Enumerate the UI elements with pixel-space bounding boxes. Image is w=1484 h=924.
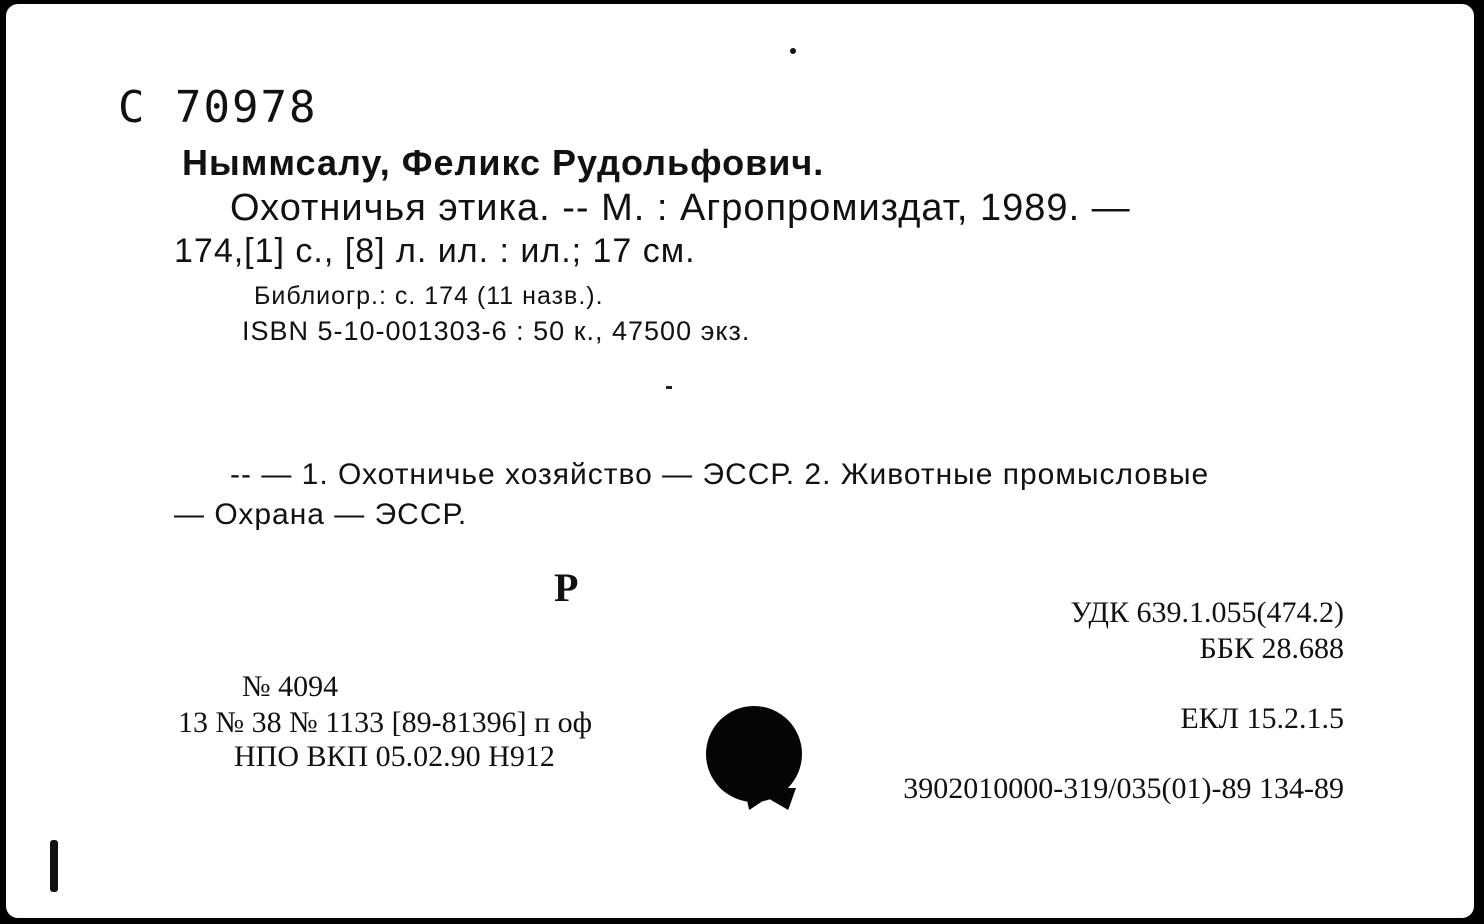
- order-number: № 4094: [242, 670, 339, 703]
- ink-speck-small: [666, 386, 672, 389]
- call-number: C 70978: [118, 82, 318, 133]
- extent-line: 174,[1] с., [8] л. ил. : ил.; 17 см.: [174, 232, 696, 270]
- isbn-line: ISBN 5-10-001303-6 : 50 к., 47500 экз.: [242, 316, 751, 346]
- edge-mark: [50, 840, 58, 892]
- ink-blot: [706, 706, 802, 802]
- classification-mark: Р: [554, 565, 579, 610]
- subject-headings-line-2: — Охрана — ЭССР.: [174, 498, 468, 531]
- ekl-code: ЕКЛ 15.2.1.5: [1180, 702, 1344, 735]
- catalog-card: [6, 4, 1474, 918]
- title-line: Охотничья этика. -- М. : Агропромиздат, 1989. —: [230, 187, 1131, 229]
- ink-speck: [790, 48, 796, 54]
- subject-headings-line-1: -- — 1. Охотничье хозяйство — ЭССР. 2. Животные промысловые: [230, 458, 1210, 491]
- printing-info: 13 № 38 № 1133 [89-81396] п оф: [178, 706, 593, 739]
- udk-code: УДК 639.1.055(474.2): [1070, 596, 1344, 629]
- bibliography-note: Библиогр.: с. 174 (11 назв.).: [254, 282, 604, 310]
- author-heading: Ныммсалу, Феликс Рудольфович.: [182, 142, 825, 183]
- bbk-code: ББК 28.688: [1199, 632, 1344, 665]
- publisher-code: 3902010000-319/035(01)-89 134-89: [903, 772, 1344, 805]
- npo-info: НПО ВКП 05.02.90 Н912: [234, 740, 555, 773]
- ink-blot-tail: [744, 788, 796, 810]
